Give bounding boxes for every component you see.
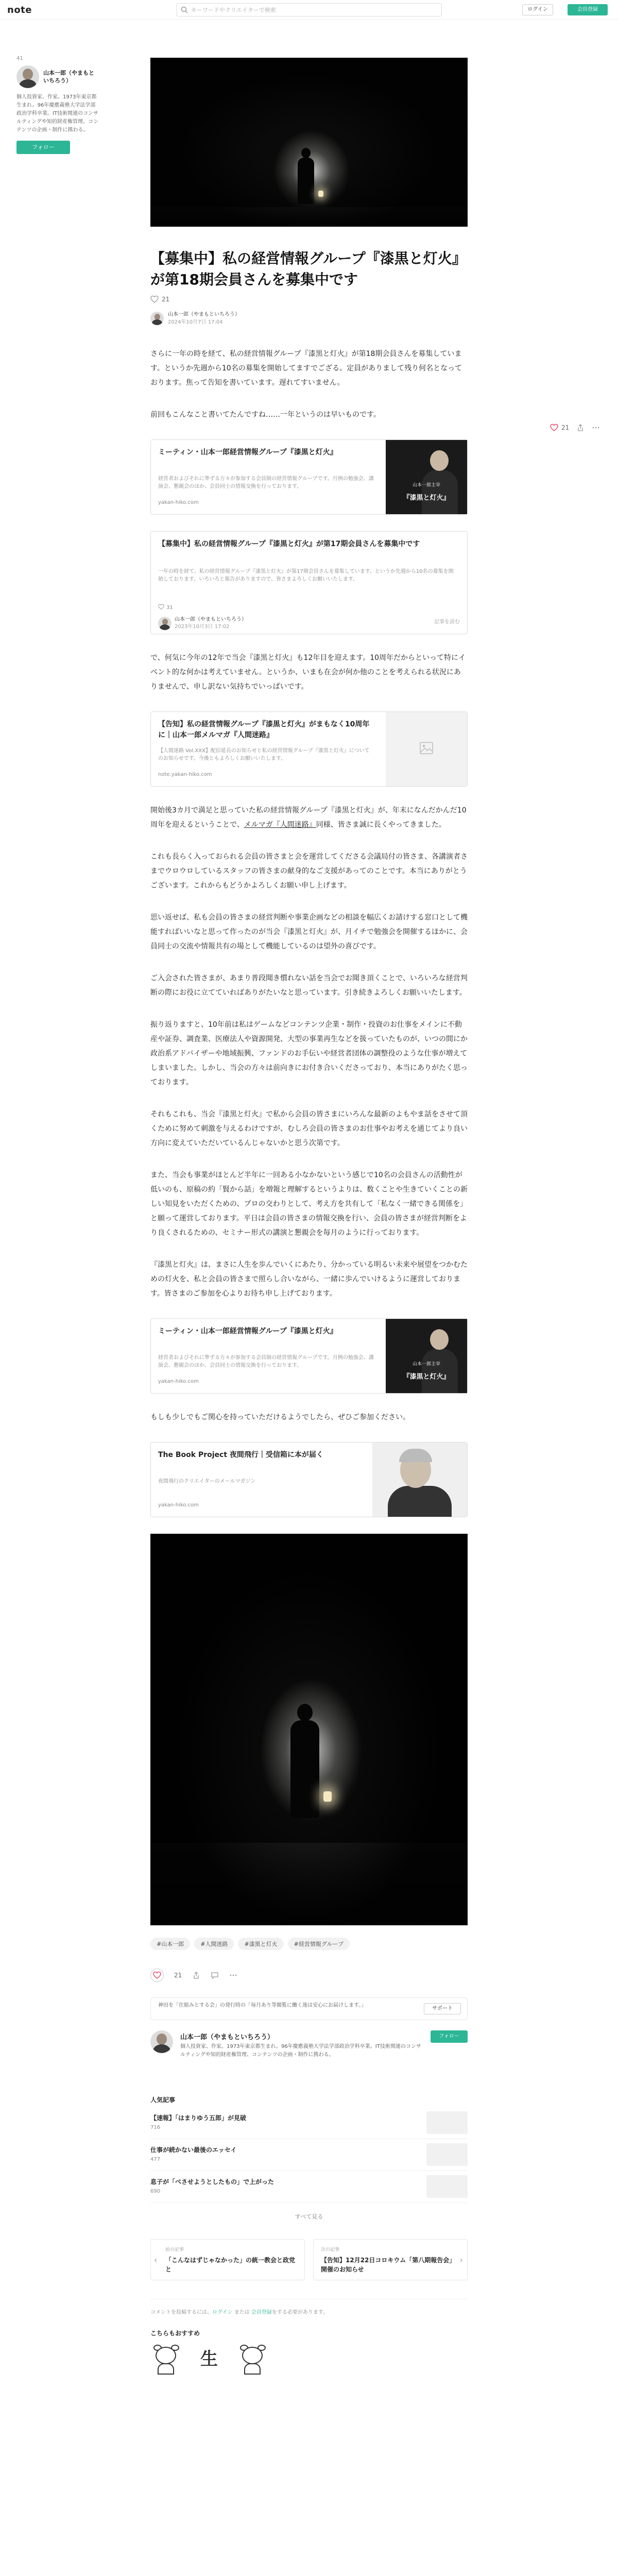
- float-like-button[interactable]: [550, 423, 569, 432]
- heart-icon: [153, 1971, 161, 1979]
- share-icon[interactable]: [576, 423, 585, 432]
- recommend-illustration[interactable]: [237, 2344, 268, 2375]
- embed-thumbnail: [386, 440, 467, 514]
- note-logo[interactable]: note: [7, 5, 32, 15]
- embed-thumbnail: [386, 1319, 467, 1393]
- tag-chip[interactable]: #山本一郎: [150, 1938, 190, 1950]
- embed-card-link[interactable]: [150, 1318, 468, 1394]
- embed-card-link[interactable]: [150, 439, 468, 515]
- sidebar-author: [16, 56, 99, 154]
- thumb-caption: 山本一郎主宰: [412, 483, 440, 488]
- comment-prompt: コメントを投稿するには、ログイン または 会員登録をする必要があります。: [150, 2299, 468, 2315]
- comment-login-link[interactable]: ログイン: [212, 2310, 233, 2316]
- paragraph: 前回もこんなこと書いてたんですね……一年というのは早いものです。: [150, 411, 381, 419]
- popular-title[interactable]: 【速報】「はまりゆう五郎」が見破: [150, 2114, 247, 2122]
- embed-card-link[interactable]: [150, 711, 468, 787]
- thumb-caption: 『漆黒と灯火』: [403, 494, 450, 502]
- like-count: 21: [174, 1972, 182, 1979]
- popular-title[interactable]: 仕事が続かない最後のエッセイ: [150, 2146, 237, 2154]
- signup-button[interactable]: 会員登録: [568, 4, 608, 15]
- title-like-row[interactable]: [150, 295, 468, 303]
- tag-chip[interactable]: #人間迷路: [194, 1938, 234, 1950]
- image-placeholder-icon: [420, 742, 433, 754]
- embed-url: note.yakan-hiko.com: [158, 772, 212, 778]
- thumb-caption: 『漆黒と灯火』: [403, 1373, 450, 1381]
- chevron-right-icon: ›: [459, 2255, 463, 2265]
- paragraph: 開始後3カ月で満足と思っていた私の経営情報グループ『漆黒と灯火』が、年末になんだかんだ10周年を迎えるということで、メルマガ『人間迷路』同様、皆さま誠に長くやってきました。: [150, 806, 467, 829]
- support-button[interactable]: サポート: [424, 2003, 461, 2014]
- popular-likes: 477: [150, 2157, 161, 2163]
- embed-title: 【募集中】私の経営情報グループ『漆黒と灯火』が第17期会員さんを募集中です: [158, 540, 420, 549]
- paragraph: また、当会も事業がほとんど半年に一回ある小なかないという感じで10名の会員さんの活動性が低いのも、原稿の約「賢から話」を増報と理解するというよりは、数くことや生きていくことの新しい知見をいただくための、プロの交わりとして、考え方を共有して「私なく一緒できる関係を」と願って運営しております。平日は会員の皆さまの情報交換を行い、会員の皆さまが経営判断をより良くされるための、セミナー形式の講演と懇親会を毎月のように行っております。: [150, 1171, 468, 1238]
- embed-title: 【告知】私の経営情報グループ『漆黒と灯火』がまもなく10周年に｜山本一郎メルマガ『人間迷路』: [158, 720, 370, 740]
- embed-url: yakan-hiko.com: [158, 500, 199, 506]
- paragraph: 振り返りますと、10年前は私はゲームなどコンテンツ企業・制作・投資のお仕事をメインに不動産や証券、調査業、医療法人や資源開発、大型の事業再生などを扱っていたものが、いつの間にか政治系アドバイザーや地域振興、ファンドのお手伝いや経営者団体の調整役のような仕事が増えてしまいました。しかし、当会の方々は前向きにお付き合いくださっており、本当にありがたく思っております。: [150, 1021, 468, 1087]
- paragraph: もしも少しでもご関心を持っていただけるようでしたら、ぜひご参加ください。: [150, 1413, 410, 1422]
- creator-follow-button[interactable]: フォロー: [431, 2030, 468, 2043]
- list-item[interactable]: [150, 2111, 468, 2139]
- embed-author: [158, 616, 247, 631]
- avatar[interactable]: [150, 2030, 173, 2053]
- article-date: 2024年10月7日 17:04: [168, 319, 223, 326]
- tag-chip[interactable]: #経営情報グループ: [288, 1938, 350, 1950]
- article-navigation: [150, 2239, 468, 2280]
- recommend-character[interactable]: 生: [200, 2349, 218, 2370]
- embed-like-count: 31: [166, 605, 173, 611]
- login-button[interactable]: ログイン: [522, 4, 553, 15]
- embed-desc: 経営者およびそれに準ずる方々が参加する会員制の経営情報グループです。月例の勉強会、講演会、懇親会のほか、会員同士の情報交換を行っております。: [158, 1355, 374, 1369]
- popular-title[interactable]: 息子が「べさせようとしたもの」で上がった: [150, 2178, 274, 2186]
- search-input[interactable]: [191, 5, 433, 14]
- popular-likes: 716: [150, 2125, 161, 2131]
- embed-desc: 【人間迷路 Vol.XXX】配信延長のお知らせと私の経営情報グループ『漆黒と灯火』についてのお知らせです。今後ともよろしくお願いいたします。: [158, 748, 370, 762]
- more-icon[interactable]: [229, 1971, 237, 1979]
- embed-card-link[interactable]: [150, 1442, 468, 1517]
- next-label: 次の記事: [321, 2247, 340, 2253]
- like-button[interactable]: [150, 1969, 164, 1982]
- popular-likes: 690: [150, 2189, 161, 2195]
- prev-label: 前の記事: [165, 2247, 184, 2253]
- embed-desc: 一年の時を経て、私の経営情報グループ『漆黒と灯火』が第17期会員さんを募集しています。というか先週から10名の募集を開始しております。いろいろと報告がありますので、皆さまよろしくお願いいたします。: [158, 569, 454, 583]
- sidebar-label: 41: [16, 56, 23, 61]
- embed-read-more[interactable]: 記事を読む: [434, 619, 460, 625]
- thumb-caption: 山本一郎主宰: [412, 1362, 440, 1367]
- article-title: 【募集中】私の経営情報グループ『漆黒と灯火』が第18期会員さんを募集中です: [150, 250, 467, 288]
- share-icon[interactable]: [192, 1971, 200, 1979]
- list-item[interactable]: [150, 2143, 468, 2171]
- search-box[interactable]: [176, 3, 442, 16]
- search-icon: [181, 6, 188, 13]
- embed-title: The Book Project 夜間飛行｜受信箱に本が届く: [158, 1451, 323, 1460]
- popular-heading: 人気記事: [150, 2096, 176, 2104]
- see-all-link[interactable]: すべて見る: [295, 2213, 323, 2221]
- popular-articles: [150, 2095, 468, 2221]
- embed-title: ミーティン・山本一郎経営情報グループ『漆黒と灯火』: [158, 448, 337, 457]
- embed-author-name: 山本一郎（やまもといちろう）: [175, 617, 247, 623]
- sidebar-author-name[interactable]: 山本一郎（やまもといちろう）: [43, 69, 94, 84]
- sidebar-follow-button[interactable]: フォロー: [16, 141, 70, 154]
- paragraph: 思い返せば、私も会員の皆さまの経営判断や事業企画などの相談を幅広くお請けする窓口として機能すればいいなと思って作ったのが当会『漆黒と灯火』が、月イチで勉強会を開催するほかに、会員同士の交流や情報共有の場として機能しているのは望外の喜びです。: [150, 913, 468, 951]
- paragraph: それもこれも、当会『漆黒と灯火』で私から会員の皆さまにいろんな最新のよもやま話をさせて頂くために努めて刺激を与えるわけですが、むしろ会員の皆さまのお仕事やお考えを通じてより良い方向に変えていただいているんじゃないかと思う次第です。: [150, 1110, 468, 1148]
- list-item[interactable]: [150, 2175, 468, 2203]
- embed-url: yakan-hiko.com: [158, 1502, 199, 1509]
- float-like-count: 21: [561, 424, 570, 431]
- avatar[interactable]: [150, 312, 164, 325]
- creator-bio: 個人投資家、作家。1973年東京都生まれ。96年慶應義塾大学法学部政治学科卒業。IT技術関連のコンサルティングや知的財産権管理、コンテンツの企画・制作に携わる。: [180, 2044, 421, 2058]
- paragraph: ご入会された皆さまが、あまり普段聞き慣れない話を当会でお聞き頂くことで、いろいろな経営判断の際にお役に立てていればありがたいなと思っています。引き続きよろしくお願いいたします。: [150, 974, 468, 997]
- paragraph: これも長らく入っておられる会員の皆さまと会を運営してくださる会議局付の皆さま、各講演者さまでウロウロしているスタッフの皆さまの献身的なご支援があってのことです。本当にありがとうございます。これからもどうかよろしくお願い申し上げます。: [150, 853, 468, 890]
- article-author-row[interactable]: [150, 311, 468, 326]
- creator-card: [150, 2030, 468, 2087]
- popular-thumbnail: [426, 2111, 468, 2134]
- embed-thumbnail-placeholder: [386, 712, 467, 786]
- chevron-left-icon: ‹: [154, 2255, 158, 2265]
- recommend-section: [150, 2329, 468, 2375]
- tag-list: [150, 1938, 468, 1950]
- comment-icon[interactable]: [211, 1971, 219, 1979]
- sidebar-author-row[interactable]: [16, 65, 99, 88]
- recommend-illustration[interactable]: [150, 2344, 181, 2375]
- article-body: [150, 347, 468, 1517]
- next-article-card[interactable]: [313, 2239, 468, 2280]
- comment-signup-link[interactable]: 会員登録: [251, 2310, 272, 2316]
- embed-card-note[interactable]: [150, 531, 468, 634]
- popular-thumbnail: [426, 2175, 468, 2198]
- avatar: [158, 617, 171, 630]
- heart-icon: [158, 604, 164, 610]
- article-actions: [150, 1969, 468, 1982]
- embed-url: yakan-hiko.com: [158, 1379, 199, 1385]
- paragraph: 『漆黒と灯火』は、まさに人生を歩んでいくにあたり、分かっている明るい未来や展望をつかむための灯火を、私と会員の皆さまで照らし合いながら、一緒に歩んでいけるように運営しております。皆さまのご参加を心よりお待ち申し上げております。: [150, 1261, 468, 1298]
- more-icon[interactable]: [592, 423, 600, 432]
- recommend-heading: こちらもおすすめ: [150, 2330, 200, 2337]
- sidebar-bio: 個人投資家、作家。1973年東京都生まれ。96年慶應義塾大学法学部政治学科卒業。IT技術関連のコンサルティングや知的財産権管理、コンテンツの企画・制作に携わる。: [16, 94, 99, 133]
- floating-actions: [550, 423, 600, 432]
- bottom-image: [150, 1534, 468, 1925]
- hero-image: [150, 58, 468, 227]
- title-like-count: 21: [162, 296, 170, 303]
- prev-article-card[interactable]: [150, 2239, 305, 2280]
- next-title: 【告知】12月22日コロキウム「第八期報告会」開催のお知らせ: [321, 2257, 453, 2274]
- heart-icon: [550, 423, 558, 432]
- avatar[interactable]: [16, 65, 39, 88]
- popular-thumbnail: [426, 2143, 468, 2166]
- support-box: [150, 1997, 468, 2020]
- embed-thumbnail: [372, 1443, 467, 1517]
- inline-link[interactable]: メルマガ『人間迷路』: [244, 821, 316, 829]
- prev-title: 「こんなはずじゃなかった」の統一教会と政党と: [165, 2257, 296, 2274]
- embed-date: 2023年10月3日 17:02: [175, 624, 230, 630]
- paragraph: で、何気に今年の12年で当会『漆黒と灯火』も12年目を迎えます。10周年だからといって特にイベント的な何かは考えていません。というか、いまも在会が何か他のことを考えられる状況にありませんで、申し訳ない気持ちでいっぱいです。: [150, 654, 466, 691]
- embed-desc: 経営者およびそれに準ずる方々が参加する会員制の経営情報グループです。月例の勉強会、講演会、懇親会のほか、会員同士の情報交換を行っております。: [158, 476, 374, 490]
- paragraph: さらに一年の時を経て、私の経営情報グループ『漆黒と灯火』が第18期会員さんを募集しています。というか先週から10名の募集を開始してますでござる。定員がありまして残り何名となっております。焦って告知を書いています。遅れてすいません。: [150, 350, 462, 387]
- site-header: [0, 0, 618, 20]
- embed-title: ミーティン・山本一郎経営情報グループ『漆黒と灯火』: [158, 1327, 337, 1336]
- article-author-name[interactable]: 山本一郎（やまもといちろう）: [168, 312, 240, 318]
- creator-name[interactable]: 山本一郎（やまもといちろう）: [180, 2033, 274, 2042]
- tag-chip[interactable]: #漆黒と灯火: [238, 1938, 283, 1950]
- heart-icon[interactable]: [150, 295, 159, 303]
- support-text: 神田を「仕組みとする会」の発行時の「毎月あり等閲覧に働く迷は安心にお届けします。」: [158, 2003, 367, 2009]
- embed-desc: 夜間飛行のクリエイターのメールマガジン: [158, 1479, 256, 1485]
- article: [150, 58, 468, 2375]
